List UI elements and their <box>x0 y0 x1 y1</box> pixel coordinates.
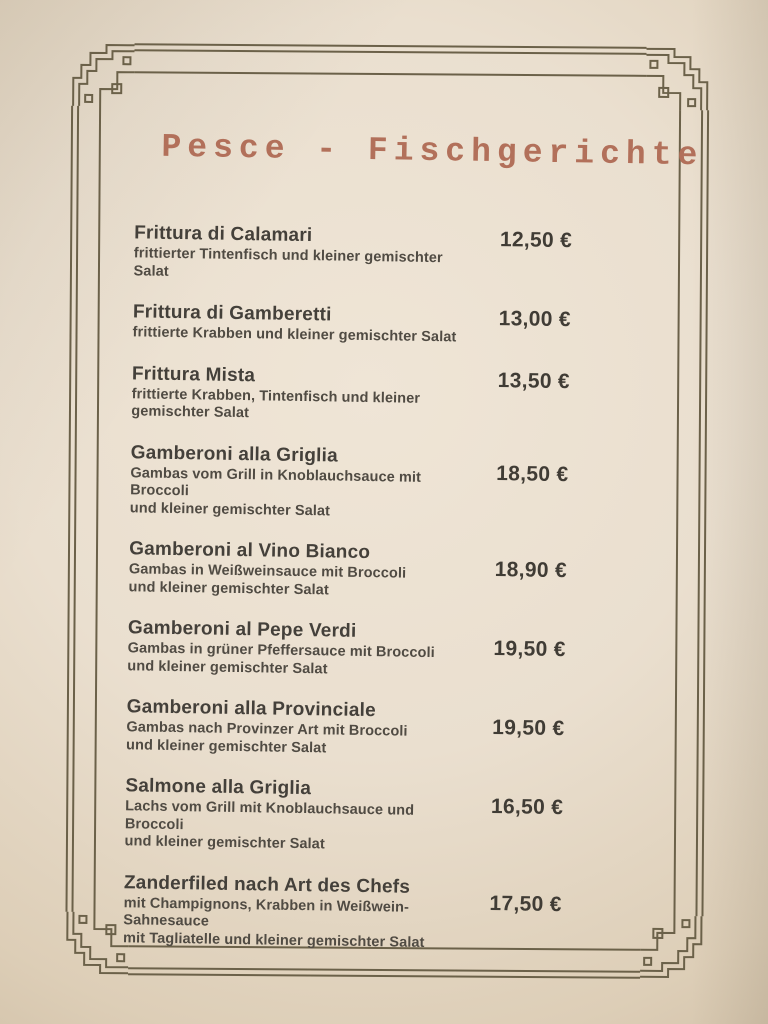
menu-item-text <box>127 616 456 680</box>
menu-item <box>132 300 571 348</box>
menu-item-text <box>130 441 459 523</box>
menu-item-text <box>126 695 455 759</box>
menu-item-text <box>132 300 461 347</box>
menu-item-text <box>128 537 457 601</box>
menu-item <box>133 221 572 287</box>
dish-name: Gamberoni alla Griglia <box>130 441 339 467</box>
dish-price: 19,50 € <box>492 716 565 741</box>
dish-price: 16,50 € <box>490 795 564 820</box>
menu-item <box>123 871 562 954</box>
dish-price: 13,00 € <box>498 307 572 332</box>
dish-description: Lachs vom Grill mit Knoblauchsauce und Broccoli und kleiner gemischter Salat <box>124 798 415 853</box>
menu-item <box>124 774 563 857</box>
dish-name: Zanderfiled nach Art des Chefs <box>123 871 411 898</box>
dish-description: frittierte Krabben, Tintenfisch und kleiner gemischter Salat <box>131 385 421 422</box>
dish-description: frittierter Tintenfisch und kleiner gemischter Salat <box>133 245 443 280</box>
dish-description: frittierte Krabben und kleiner gemischter Salat <box>132 324 457 346</box>
dish-price: 19,50 € <box>493 637 566 662</box>
menu-item <box>127 616 566 682</box>
menu-item-text <box>123 871 452 953</box>
menu-section-title: Pesce - Fischgerichte <box>161 128 704 175</box>
menu-item-text <box>124 774 453 856</box>
dish-name: Salmone alla Griglia <box>125 775 312 800</box>
menu-item-text <box>131 362 460 426</box>
dish-price: 18,50 € <box>496 461 569 486</box>
dish-price: 12,50 € <box>499 228 573 253</box>
menu-item <box>128 537 567 603</box>
dish-description: mit Champignons, Krabben in Weißwein-Sahnesauce mit Tagliatelle und kleiner gemischter Salat <box>122 894 425 951</box>
menu-content <box>122 0 704 974</box>
dish-description: Gambas in grüner Pfeffersauce mit Broccoli und kleiner gemischter Salat <box>127 640 435 677</box>
dish-name: Gamberoni al Pepe Verdi <box>127 617 357 642</box>
dish-description: Gambas vom Grill in Knoblauchsauce mit Broccoli und kleiner gemischter Salat <box>129 464 422 519</box>
menu-item <box>130 441 569 524</box>
menu-item <box>131 362 570 428</box>
menu-items <box>123 221 572 954</box>
menu-item <box>126 695 565 761</box>
dish-name: Frittura di Gamberetti <box>132 301 332 326</box>
dish-name: Frittura di Calamari <box>134 222 313 247</box>
dish-price: 13,50 € <box>497 368 571 393</box>
dish-name: Gamberoni alla Provinciale <box>126 696 377 722</box>
dish-price: 18,90 € <box>494 558 568 583</box>
dish-description: Gambas in Weißweinsauce mit Broccoli und kleiner gemischter Salat <box>128 561 407 598</box>
dish-name: Frittura Mista <box>131 362 256 386</box>
dish-description: Gambas nach Provinzer Art mit Broccoli und kleiner gemischter Salat <box>126 719 408 756</box>
dish-price: 17,50 € <box>489 891 562 916</box>
menu-item-text <box>133 221 462 285</box>
dish-name: Gamberoni al Vino Bianco <box>129 538 371 564</box>
